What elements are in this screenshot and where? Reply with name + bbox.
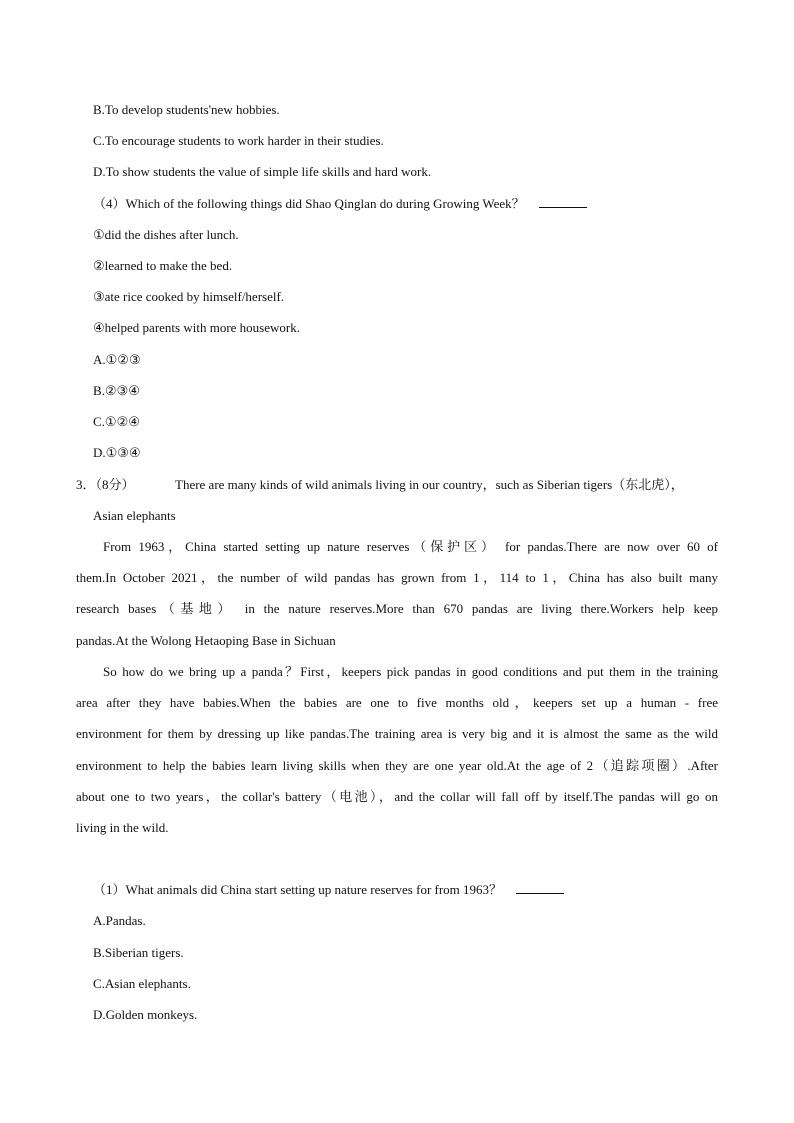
passage-paragraph-1-line-1: From 1963，China started setting up nature reserves（保护区） for pandas.There are now over 60 of	[103, 539, 718, 554]
passage-paragraph-1-line-2: them.In October 2021，the number of wild pandas has grown from 1，114 to 1，China has also built many	[76, 570, 718, 585]
q3-choice-d: D.Golden monkeys.	[93, 1007, 198, 1022]
choice-b: B.②③④	[93, 383, 140, 398]
passage-paragraph-2-line-5: about one to two years，the collar's battery（电池），and the collar will fall off by itself.The pandas will go on	[76, 789, 718, 804]
answer-blank[interactable]	[516, 882, 564, 894]
question-3-intro-line-1: There are many kinds of wild animals living in our country，such as Siberian tigers（东北虎），	[175, 477, 684, 492]
subquestion-4	[93, 196, 587, 212]
option-d: D.To show students the value of simple life skills and hard work.	[93, 164, 432, 179]
passage-paragraph-2-line-6: living in the wild.	[76, 820, 169, 835]
choice-c: C.①②④	[93, 414, 140, 429]
option-c: C.To encourage students to work harder in their studies.	[93, 133, 384, 148]
statement-3: ③ate rice cooked by himself/herself.	[93, 289, 285, 304]
q3-subquestion-1-text: （1）What animals did China start setting up nature reserves for from 1963？	[93, 882, 503, 897]
q3-choice-c: C.Asian elephants.	[93, 976, 191, 991]
answer-blank[interactable]	[539, 196, 587, 208]
passage-paragraph-2-line-1: So how do we bring up a panda？First，keepers pick pandas in good conditions and put them in the training	[103, 664, 718, 679]
subquestion-4-text: （4）Which of the following things did Shao Qinglan do during Growing Week？	[93, 196, 525, 211]
q3-subquestion-1	[93, 882, 564, 898]
passage-paragraph-2-line-4: environment to help the babies learn living skills when they are one year old.At the age of 2（追踪项圈）.After	[76, 758, 718, 773]
option-b: B.To develop students'new hobbies.	[93, 102, 280, 117]
choice-d: D.①③④	[93, 445, 141, 460]
q3-choice-a: A.Pandas.	[93, 913, 146, 928]
statement-2: ②learned to make the bed.	[93, 258, 233, 273]
question-3-header: 3．（8分）	[76, 477, 135, 492]
passage-paragraph-2-line-3: environment for them by dressing up like pandas.The training area is very big and it is almost the same as the wild	[76, 726, 718, 741]
choice-a: A.①②③	[93, 352, 141, 367]
passage-paragraph-1-line-4: pandas.At the Wolong Hetaoping Base in Sichuan	[76, 633, 336, 648]
statement-4: ④helped parents with more housework.	[93, 320, 300, 335]
passage-paragraph-2-line-2: area after they have babies.When the babies are one to five months old，keepers set up a human - free	[76, 695, 718, 710]
q3-choice-b: B.Siberian tigers.	[93, 945, 184, 960]
passage-paragraph-1-line-3: research bases（基地） in the nature reserves.More than 670 pandas are living there.Workers help keep	[76, 601, 718, 616]
statement-1: ①did the dishes after lunch.	[93, 227, 239, 242]
question-3-intro-line-2: Asian elephants	[93, 508, 176, 523]
